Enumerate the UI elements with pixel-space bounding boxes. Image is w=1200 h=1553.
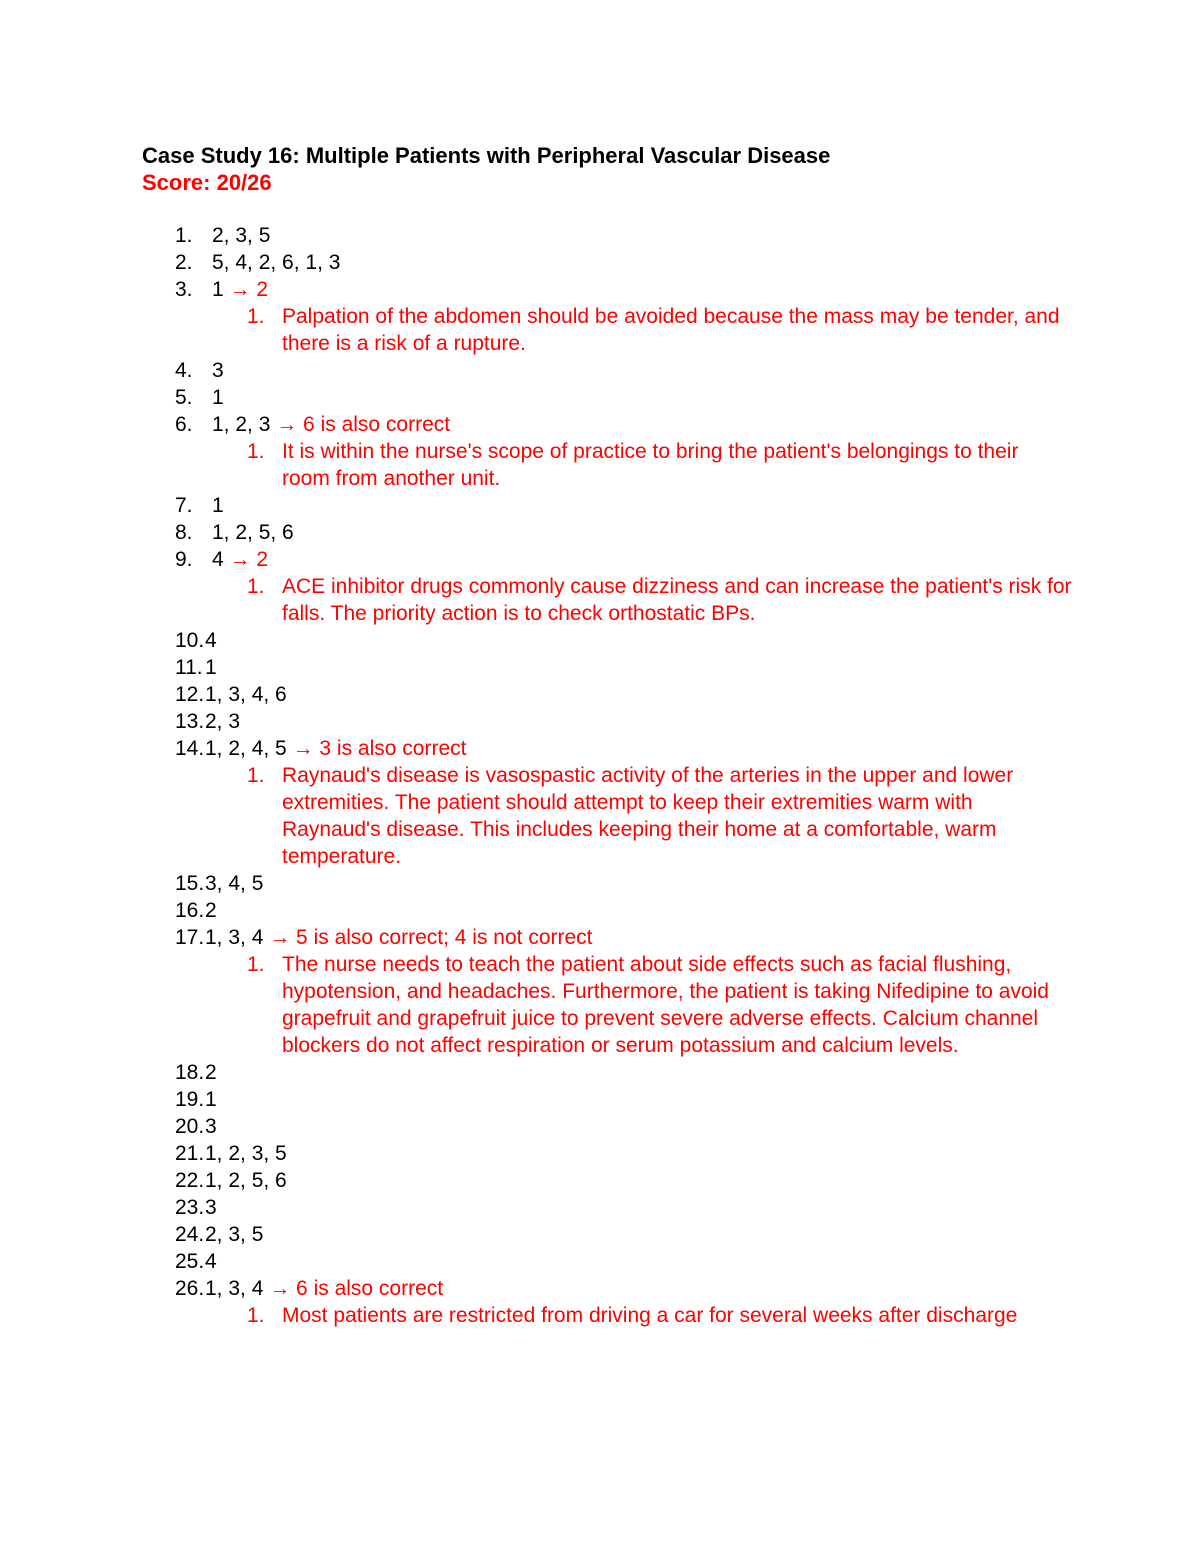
answer-value [205,1248,217,1275]
answer-number: 20. [175,1115,205,1138]
answer-line [0,1059,1200,1086]
answer-choices: 1, 3, 4, 6 [205,683,287,706]
answer-number: 14. [175,737,205,760]
answer-line [0,681,1200,708]
rationale-text: It is within the nurse's scope of practice to bring the patient's belongings to their room from another unit. [282,440,1019,490]
answer-line [0,249,1200,276]
answer-line [0,1275,1200,1302]
answer-value [212,357,224,384]
answer-item [0,1221,1200,1248]
answer-value [205,1086,217,1113]
answer-line [0,1167,1200,1194]
answer-item [0,276,1200,357]
answer-item [0,708,1200,735]
answer-item [0,1113,1200,1140]
answer-number: 16. [175,899,205,922]
answer-line [0,1140,1200,1167]
answer-line [0,1194,1200,1221]
answer-number: 9. [175,548,193,571]
rationale-text: Palpation of the abdomen should be avoided because the mass may be tender, and there is a risk of a rupture. [282,305,1060,355]
answer-number: 10. [175,629,205,652]
answer-item [0,1059,1200,1086]
rationale-number: 1. [247,1304,265,1327]
rationale-text: Raynaud's disease is vasospastic activity of the arteries in the upper and lower extremities. The patient should attempt to keep their extremities warm with Raynaud's disease. This includes keeping their home at a comfortable, warm temperature. [282,764,1014,868]
answer-number: 22. [175,1169,205,1192]
answer-choices: 1, 2, 4, 5 [205,737,287,760]
answer-item [0,1086,1200,1113]
answer-value [205,681,287,708]
answer-choices: 4 [205,629,217,652]
answer-number: 15. [175,872,205,895]
answer-choices: 3 [205,1196,217,1219]
answer-choices: 1 [205,1088,217,1111]
answer-line [0,519,1200,546]
answer-choices: 1 [212,494,224,517]
answer-choices: 1, 2, 5, 6 [212,521,294,544]
answer-number: 11. [175,656,203,679]
answer-value [205,708,240,735]
rationale-text: The nurse needs to teach the patient about side effects such as facial flushing, hypotension, and headaches. Furthermore, the patient is taking Nifedipine to avoid grapefruit and grapefruit juice to prevent severe adverse effects. Calcium channel blockers do not affect respiration or serum potassium and calcium levels. [282,953,1049,1057]
answer-correction: → 2 [223,278,269,301]
answer-line [0,735,1200,762]
answer-value [205,1167,287,1194]
answer-value [205,654,217,681]
answer-number: 24. [175,1223,205,1246]
rationale-note [0,951,1200,1059]
answer-item [0,681,1200,708]
answer-item [0,1275,1200,1329]
answer-line [0,222,1200,249]
answer-number: 17. [175,926,205,949]
answer-number: 3. [175,278,193,301]
rationale-number: 1. [247,440,265,463]
answer-choices: 4 [205,1250,217,1273]
answer-value [212,222,270,249]
rationale-number: 1. [247,575,265,598]
answer-value [205,897,217,924]
answer-item [0,222,1200,249]
answer-number: 23. [175,1196,205,1219]
answer-choices: 1, 2, 3 [212,413,271,436]
answer-choices: 1 [205,656,217,679]
answer-number: 4. [175,359,193,382]
answer-line [0,1248,1200,1275]
answer-line [0,627,1200,654]
answer-item [0,1248,1200,1275]
answer-choices: 1, 2, 5, 6 [205,1169,287,1192]
answer-item [0,1194,1200,1221]
answer-item [0,654,1200,681]
answer-correction: → 3 is also correct [286,737,467,760]
answer-value [212,384,224,411]
answer-line [0,924,1200,951]
answer-line [0,708,1200,735]
answer-item [0,735,1200,870]
answer-line [0,546,1200,573]
answer-choices: 3 [205,1115,217,1138]
answer-value [205,1059,217,1086]
answer-choices: 2 [205,899,217,922]
rationale-note [0,303,1200,357]
rationale-note [0,438,1200,492]
answer-line [0,276,1200,303]
answer-choices: 1, 2, 3, 5 [205,1142,287,1165]
answer-line [0,357,1200,384]
answer-line [0,1086,1200,1113]
answer-item [0,870,1200,897]
answer-choices: 2, 3, 5 [205,1223,264,1246]
rationale-number: 1. [247,953,265,976]
answer-number: 12. [175,683,205,706]
answer-number: 18. [175,1061,205,1084]
answer-number: 26. [175,1277,205,1300]
answer-choices: 1, 3, 4 [205,1277,264,1300]
answer-line [0,870,1200,897]
rationale-note [0,762,1200,870]
answer-correction: → 2 [223,548,269,571]
answer-number: 8. [175,521,193,544]
answer-line [0,654,1200,681]
answer-value [205,627,217,654]
answer-value [205,735,466,762]
answer-correction: → 5 is also correct; 4 is not correct [263,926,593,949]
answer-choices: 1, 3, 4 [205,926,264,949]
answer-item [0,492,1200,519]
answer-number: 19. [175,1088,205,1111]
rationale-number: 1. [247,764,265,787]
answer-item [0,411,1200,492]
answer-line [0,492,1200,519]
answer-choices: 3, 4, 5 [205,872,264,895]
document-title: Case Study 16: Multiple Patients with Peripheral Vascular Disease [142,143,831,168]
answer-correction: → 6 is also correct [270,413,451,436]
answer-value [205,924,593,951]
answer-line [0,1113,1200,1140]
answer-value [205,870,263,897]
answer-number: 2. [175,251,193,274]
answer-item [0,1140,1200,1167]
answer-value [212,249,340,276]
score-label: Score: 20/26 [142,170,272,195]
answer-choices: 2, 3, 5 [212,224,271,247]
answer-list [0,222,1200,1329]
answer-item [0,924,1200,1059]
answer-choices: 2, 3 [205,710,241,733]
answer-value [205,1194,217,1221]
rationale-note [0,573,1200,627]
answer-line [0,1221,1200,1248]
answer-item [0,1167,1200,1194]
answer-number: 25. [175,1250,205,1273]
answer-item [0,897,1200,924]
answer-number: 1. [175,224,193,247]
answer-item [0,519,1200,546]
answer-value [205,1221,263,1248]
answer-line [0,411,1200,438]
answer-choices: 1 [212,278,224,301]
answer-line [0,384,1200,411]
answer-value [212,276,268,303]
answer-item [0,249,1200,276]
rationale-text: ACE inhibitor drugs commonly cause dizziness and can increase the patient's risk for falls. The priority action is to check orthostatic BPs. [282,575,1072,625]
answer-value [212,519,294,546]
answer-item [0,357,1200,384]
rationale-text: Most patients are restricted from driving a car for several weeks after discharge [282,1304,1018,1327]
answer-value [212,411,450,438]
answer-number: 5. [175,386,193,409]
answer-item [0,546,1200,627]
answer-value [205,1275,443,1302]
answer-choices: 3 [212,359,224,382]
answer-item [0,627,1200,654]
answer-choices: 2 [205,1061,217,1084]
answer-value [212,546,268,573]
answer-correction: → 6 is also correct [263,1277,444,1300]
answer-value [205,1140,287,1167]
answer-number: 7. [175,494,193,517]
answer-choices: 1 [212,386,224,409]
answer-number: 13. [175,710,205,733]
answer-choices: 4 [212,548,224,571]
rationale-number: 1. [247,305,265,328]
answer-choices: 5, 4, 2, 6, 1, 3 [212,251,341,274]
answer-number: 6. [175,413,193,436]
answer-line [0,897,1200,924]
answer-value [205,1113,217,1140]
rationale-note [0,1302,1200,1329]
answer-item [0,384,1200,411]
answer-value [212,492,224,519]
answer-number: 21. [175,1142,205,1165]
